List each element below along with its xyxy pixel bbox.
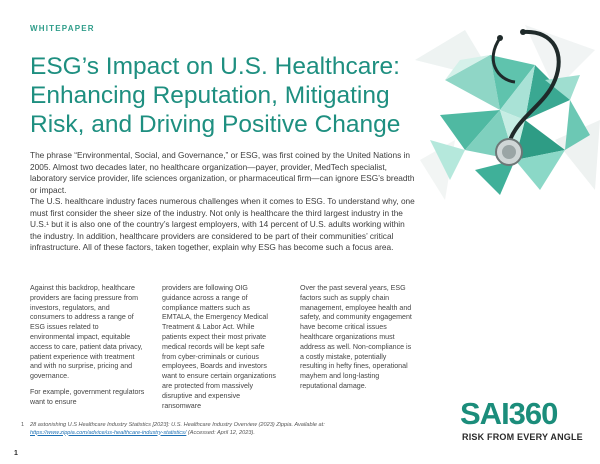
column-1-paragraph-2: For example, government regulators want to ensure xyxy=(30,387,145,406)
page-number: 1 xyxy=(14,450,18,457)
column-1-paragraph-1: Against this backdrop, healthcare providers are facing pressure from investors, regulators, and consumers to address a range of ESG issues related to environmental impact, equitable access to care, patient data privacy, patient experience with treatment and with no surprise, pricing and governance. xyxy=(30,284,143,381)
body-column-2 xyxy=(162,284,277,417)
logo-tagline: RISK FROM EVERY ANGLE xyxy=(462,432,583,442)
sai360-logo xyxy=(460,396,583,446)
footnote-link[interactable]: https://www.zippia.com/advice/us-healthcare-industry-statistics/ xyxy=(30,429,187,436)
logo-wordmark: SAI360 xyxy=(460,396,558,431)
body-column-3 xyxy=(300,284,415,398)
title-line-1: ESG’s Impact on U.S. Healthcare: xyxy=(30,53,400,80)
footnote xyxy=(21,422,400,437)
document-type-label: WHITEPAPER xyxy=(30,24,95,33)
intro-paragraph-2: The U.S. healthcare industry faces numerous challenges when it comes to ESG. To understand why, one must first consider the sheer size of the industry. Not only is healthcare the third largest industry in the U.S.¹ but it is also one of the country’s largest employers, with 14 percent of U.S. adults working within the industry. In addition, healthcare providers are considered to be part of their communities’ critical infrastructure. All of these factors, taken together, explain why ESG has become such a focus area. xyxy=(30,196,415,253)
footnote-text: 28 astonishing U.S Healthcare Industry Statistics [2023]: U.S. Healthcare Industry Overview (2023) Zippia. Available at: xyxy=(30,422,325,428)
column-3-paragraph-1: Over the past several years, ESG factors such as supply chain management, employee health and safety, and community engagement have become critical issues healthcare organizations must address as well. Non-compliance is a costly mistake, potentially resulting in hefty fines, operational mayhem and long-lasting reputational damage. xyxy=(300,284,412,390)
page-title xyxy=(30,52,410,139)
column-2-paragraph-1: providers are following OIG guidance across a range of compliance matters such as EMTALA, the Emergency Medical Treatment & Labor Act. While patients expect their most private medical records will be kept safe from cyber-criminals or curious employees, Boards and investors want to ensure certain organizations are protected from massively disruptive and expensive ransomware xyxy=(162,284,276,410)
footnote-suffix: (Accessed: April 12, 2023). xyxy=(186,429,255,436)
stethoscope-polygon-icon xyxy=(405,20,600,210)
title-line-3: Risk, and Driving Positive Change xyxy=(30,111,401,138)
title-line-2: Enhancing Reputation, Mitigating xyxy=(30,82,390,109)
intro-paragraph-1: The phrase “Environmental, Social, and Governance,” or ESG, was first coined by the United Nations in 2005. Almost two decades later, no healthcare organization—payer, provider, MedTech specialist, laboratory service provider, life sciences organization, or pharmaceutical firm—can ignore ESG’s breadth or impact. xyxy=(30,150,415,195)
footnote-number: 1 xyxy=(21,422,25,428)
body-column-1 xyxy=(30,284,145,414)
